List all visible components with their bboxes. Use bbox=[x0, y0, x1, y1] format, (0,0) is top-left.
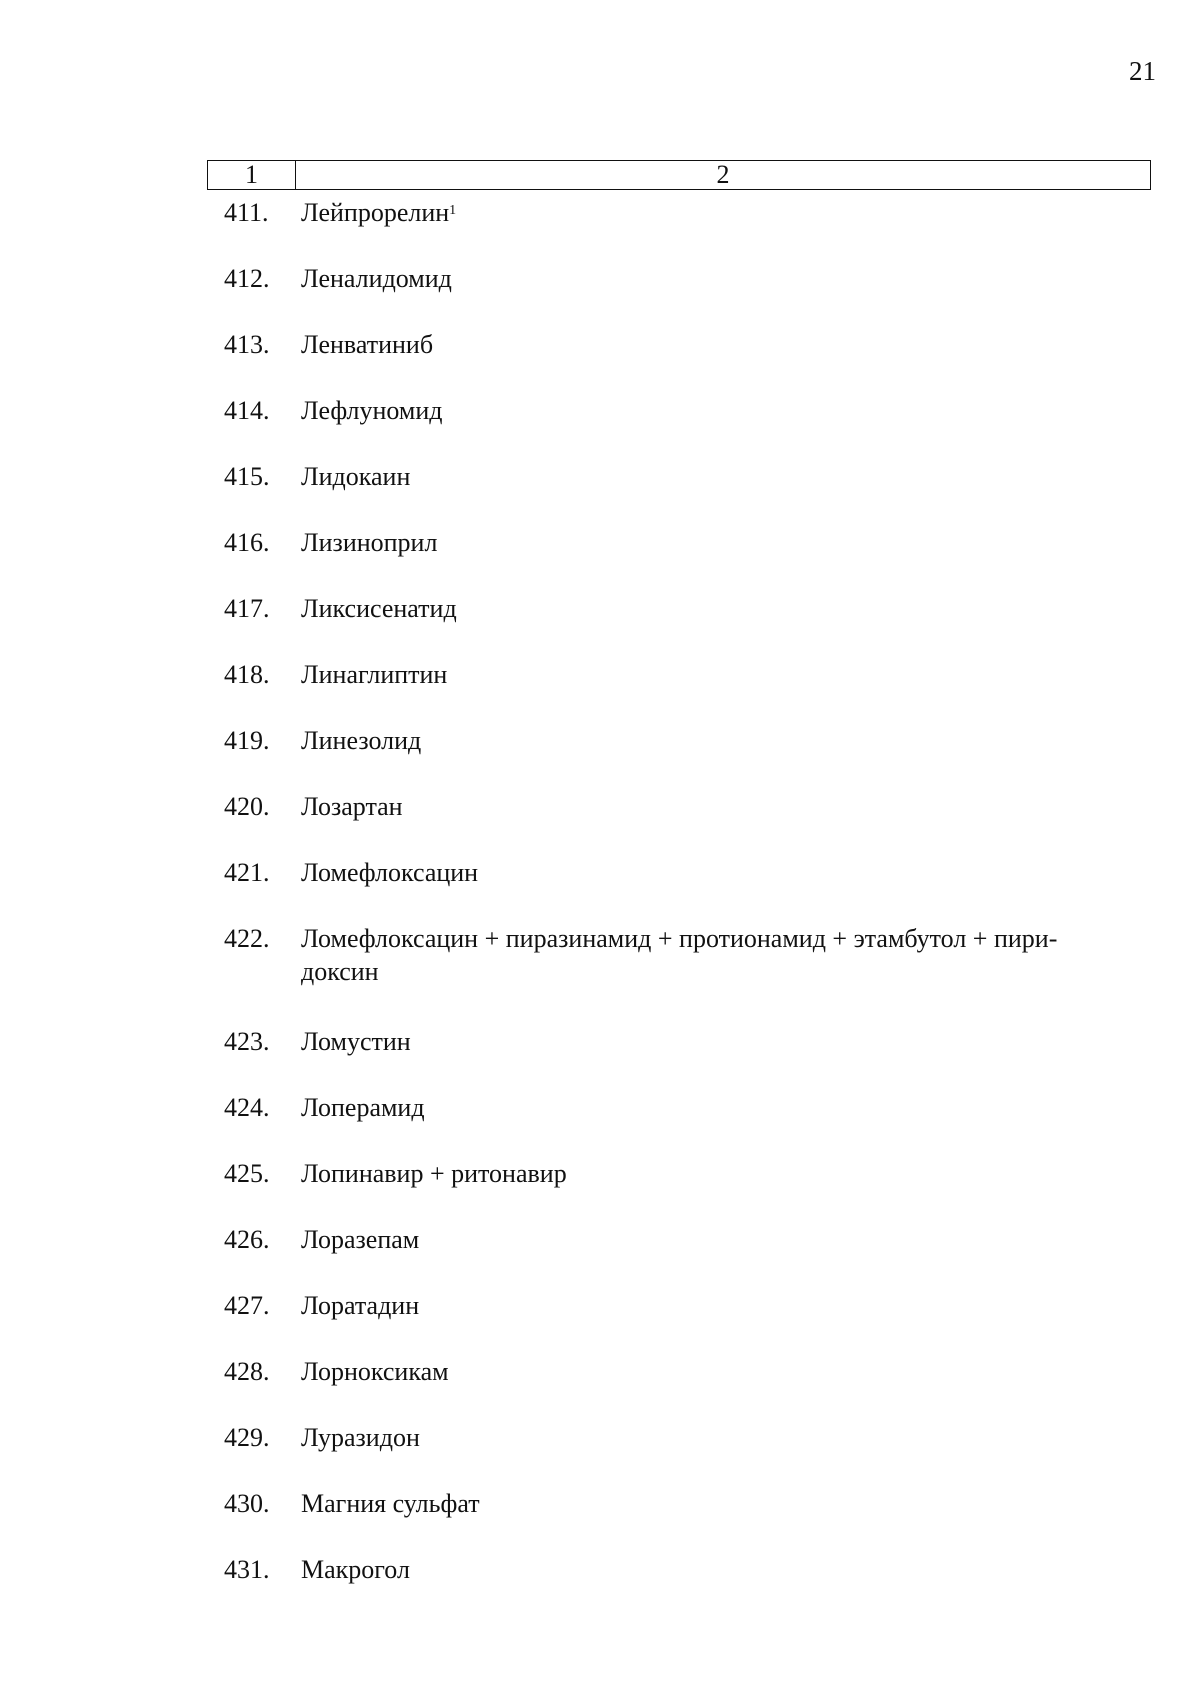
list-item-number: 427. bbox=[224, 1291, 270, 1320]
list-item-name bbox=[301, 1355, 1141, 1388]
list-item-number: 429. bbox=[224, 1423, 270, 1452]
list-item-name bbox=[301, 1487, 1141, 1520]
list-item-name-text: Линаглиптин bbox=[301, 660, 448, 689]
footnote-marker: 1 bbox=[449, 203, 457, 218]
list-item-name-continuation: доксин bbox=[301, 957, 379, 986]
list-item-name-text: Лопинавир + ритонавир bbox=[301, 1159, 567, 1188]
list-item-name-text: Лорноксикам bbox=[301, 1357, 449, 1386]
list-item-number: 430. bbox=[224, 1489, 270, 1518]
list-item-name bbox=[301, 922, 1141, 988]
list-item-name-text: Лидокаин bbox=[301, 462, 411, 491]
list-item-name bbox=[301, 1091, 1141, 1124]
list-item-number: 418. bbox=[224, 660, 270, 689]
list-item-number: 419. bbox=[224, 726, 270, 755]
list-item-name bbox=[301, 856, 1141, 889]
list-item-number: 426. bbox=[224, 1225, 270, 1254]
list-item-name-text: Магния сульфат bbox=[301, 1489, 480, 1518]
list-item-name bbox=[301, 658, 1141, 691]
list-item-number: 415. bbox=[224, 462, 270, 491]
table-header-col2: 2 bbox=[716, 160, 730, 189]
list-item-name-text: Леналидомид bbox=[301, 264, 452, 293]
list-item-name bbox=[301, 526, 1141, 559]
list-item-name-text: Ломустин bbox=[301, 1027, 411, 1056]
list-item-name-text: Лоразепам bbox=[301, 1225, 420, 1254]
list-item-number: 413. bbox=[224, 330, 270, 359]
list-item-number: 422. bbox=[224, 924, 270, 953]
list-item-name-text: Лизиноприл bbox=[301, 528, 438, 557]
list-item-number: 421. bbox=[224, 858, 270, 887]
list-item-number: 420. bbox=[224, 792, 270, 821]
list-item-name-text: Ломефлоксацин + пиразинамид + протионамид + этамбутол + пири- bbox=[301, 924, 1058, 953]
list-item-name-text: Ликсисенатид bbox=[301, 594, 457, 623]
list-item-number: 424. bbox=[224, 1093, 270, 1122]
list-item-number: 417. bbox=[224, 594, 270, 623]
list-item-number: 414. bbox=[224, 396, 270, 425]
list-item-name bbox=[301, 1421, 1141, 1454]
list-item-name bbox=[301, 1025, 1141, 1058]
list-item-name bbox=[301, 724, 1141, 757]
list-item-name bbox=[301, 328, 1141, 361]
list-item-name-text: Луразидон bbox=[301, 1423, 420, 1452]
list-item-name-text: Лейпрорелин bbox=[301, 198, 450, 227]
list-item-number: 423. bbox=[224, 1027, 270, 1056]
list-item-name bbox=[301, 460, 1141, 493]
list-item-number: 425. bbox=[224, 1159, 270, 1188]
list-item-name-text: Лоратадин bbox=[301, 1291, 420, 1320]
list-item-name bbox=[301, 592, 1141, 625]
list-item-name bbox=[301, 790, 1141, 823]
list-item-name-text: Макрогол bbox=[301, 1555, 410, 1584]
list-item-name bbox=[301, 196, 1141, 229]
list-item-name-text: Лозартан bbox=[301, 792, 403, 821]
list-item-number: 416. bbox=[224, 528, 270, 557]
list-item-name bbox=[301, 1289, 1141, 1322]
list-item-number: 431. bbox=[224, 1555, 270, 1584]
list-item-name bbox=[301, 1553, 1141, 1586]
list-item-number: 411. bbox=[224, 198, 269, 227]
list-item-name bbox=[301, 262, 1141, 295]
list-item-name bbox=[301, 394, 1141, 427]
list-item-name-text: Лефлуномид bbox=[301, 396, 443, 425]
list-item-number: 428. bbox=[224, 1357, 270, 1386]
list-item-name bbox=[301, 1157, 1141, 1190]
table-header-col1: 1 bbox=[208, 161, 296, 189]
list-item-name-text: Ленватиниб bbox=[301, 330, 434, 359]
list-item-number: 412. bbox=[224, 264, 270, 293]
list-item-name-text: Линезолид bbox=[301, 726, 422, 755]
list-item-name bbox=[301, 1223, 1141, 1256]
table-header bbox=[207, 160, 1151, 190]
page-number: 21 bbox=[1129, 56, 1156, 86]
list-item-name-text: Лоперамид bbox=[301, 1093, 425, 1122]
list-item-name-text: Ломефлоксацин bbox=[301, 858, 479, 887]
